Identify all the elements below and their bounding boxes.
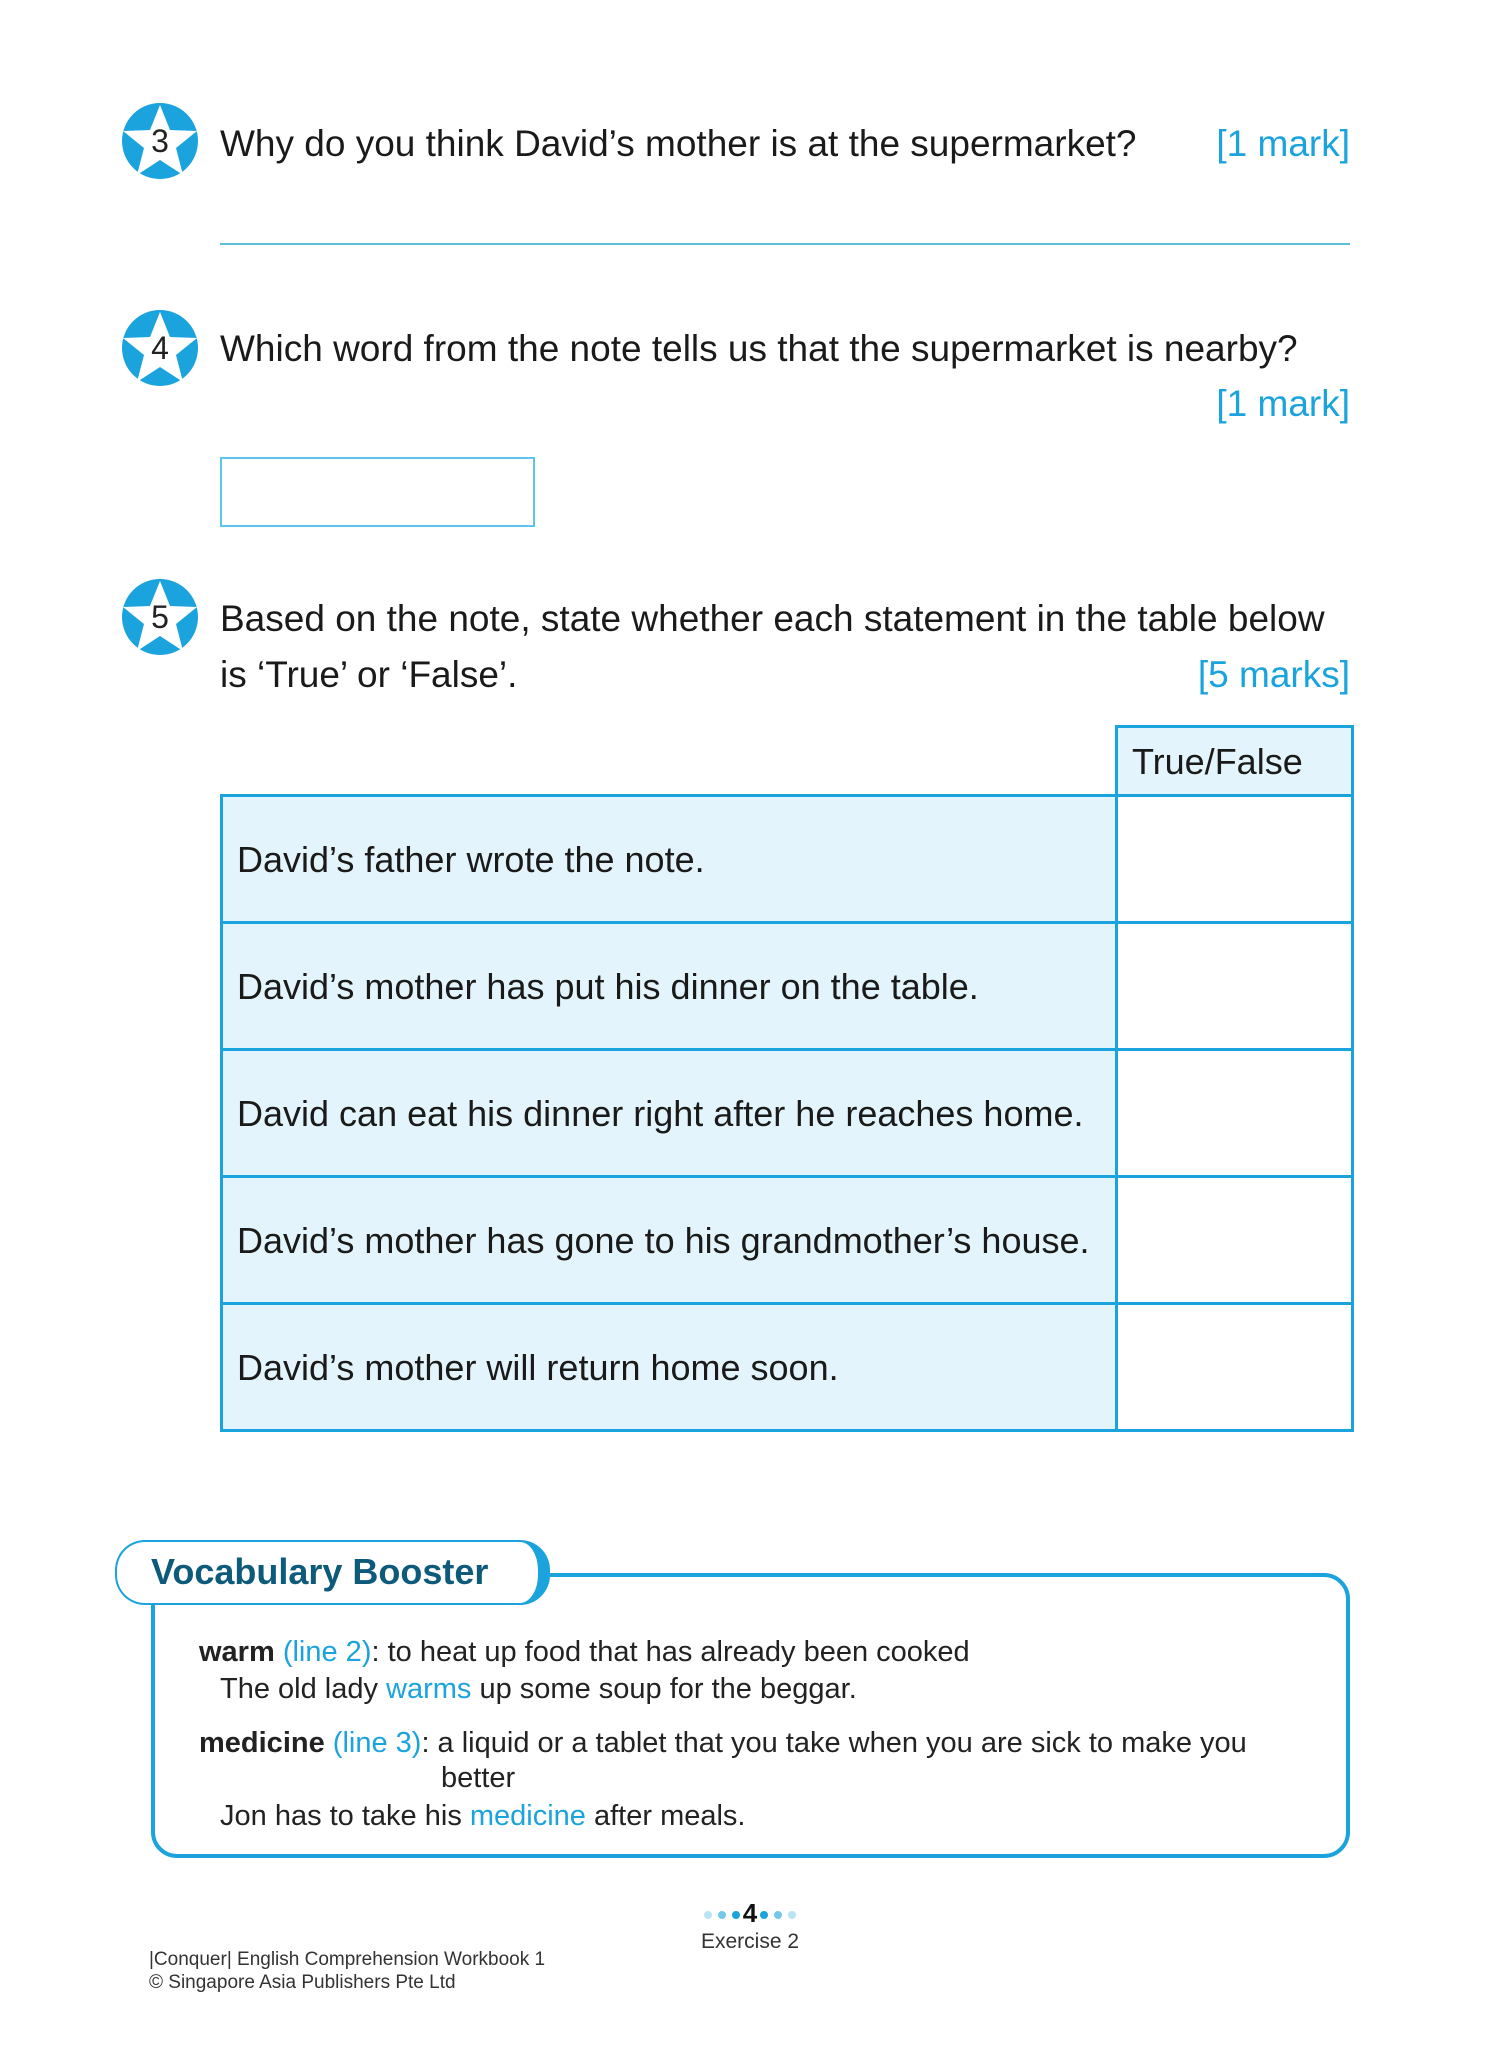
question-5-text-line1: Based on the note, state whether each statement in the table below bbox=[220, 598, 1325, 639]
vocab-entry-medicine bbox=[199, 1725, 1247, 1761]
statement: David’s mother has put his dinner on the table. bbox=[222, 923, 1117, 1050]
true-false-table bbox=[220, 725, 1354, 1432]
example-word: warms bbox=[386, 1673, 472, 1705]
dot-icon bbox=[774, 1911, 782, 1919]
example-text: Jon has to take his bbox=[220, 1800, 470, 1832]
vocab-word: warm bbox=[199, 1636, 275, 1668]
question-4-star-icon bbox=[121, 309, 199, 387]
question-3-star-icon bbox=[121, 102, 199, 180]
exercise-label: Exercise 2 bbox=[700, 1930, 800, 1953]
example-text: up some soup for the beggar. bbox=[471, 1673, 857, 1705]
copyright: © Singapore Asia Publishers Pte Ltd bbox=[149, 1972, 456, 1993]
table-row bbox=[222, 1177, 1353, 1304]
dot-icon bbox=[704, 1911, 712, 1919]
answer-cell[interactable] bbox=[1117, 923, 1353, 1050]
table-header-blank bbox=[222, 727, 1117, 796]
example-text: after meals. bbox=[585, 1800, 746, 1832]
answer-cell[interactable] bbox=[1117, 1177, 1353, 1304]
page-number-text: 4 bbox=[742, 1898, 758, 1928]
question-4-text: Which word from the note tells us that the supermarket is nearby? bbox=[220, 328, 1298, 369]
answer-cell[interactable] bbox=[1117, 1050, 1353, 1177]
question-number: 3 bbox=[151, 123, 169, 159]
table-header-true-false: True/False bbox=[1117, 727, 1353, 796]
vocab-line-ref: (line 2) bbox=[282, 1636, 372, 1668]
vocab-word: medicine bbox=[199, 1727, 325, 1759]
vocab-line-ref: (line 3) bbox=[332, 1727, 422, 1759]
statement: David can eat his dinner right after he reaches home. bbox=[222, 1050, 1117, 1177]
vocab-entry-warm bbox=[199, 1634, 970, 1670]
page-number bbox=[690, 1898, 810, 1929]
question-3-marks: [1 mark] bbox=[1216, 123, 1350, 164]
question-number: 4 bbox=[151, 330, 169, 366]
dot-icon bbox=[732, 1911, 740, 1919]
statement: David’s mother has gone to his grandmother’s house. bbox=[222, 1177, 1117, 1304]
question-4-marks: [1 mark] bbox=[1216, 383, 1350, 424]
answer-cell[interactable] bbox=[1117, 1304, 1353, 1431]
question-3-text: Why do you think David’s mother is at the supermarket? bbox=[220, 123, 1137, 164]
vocab-definition: : to heat up food that has already been cooked bbox=[371, 1636, 970, 1668]
vocabulary-title: Vocabulary Booster bbox=[115, 1540, 550, 1605]
table-row bbox=[222, 796, 1353, 923]
vocab-example bbox=[220, 1798, 746, 1834]
question-3-answer-line[interactable] bbox=[220, 243, 1350, 245]
example-word: medicine bbox=[469, 1800, 586, 1832]
dot-icon bbox=[788, 1911, 796, 1919]
answer-cell[interactable] bbox=[1117, 796, 1353, 923]
vocab-definition: : a liquid or a tablet that you take when you are sick to make you bbox=[421, 1727, 1247, 1759]
table-row bbox=[222, 1304, 1353, 1431]
example-text: The old lady bbox=[220, 1673, 387, 1705]
question-5-star-icon bbox=[121, 578, 199, 656]
question-4-answer-box[interactable] bbox=[220, 457, 535, 527]
statement: David’s mother will return home soon. bbox=[222, 1304, 1117, 1431]
vocab-example bbox=[220, 1671, 857, 1707]
book-title: |Conquer| English Comprehension Workbook 1 bbox=[149, 1949, 546, 1970]
vocab-definition-cont: better bbox=[441, 1762, 516, 1794]
dot-icon bbox=[718, 1911, 726, 1919]
question-5-marks: [5 marks] bbox=[1197, 654, 1350, 695]
question-5-text-line2: is ‘True’ or ‘False’. bbox=[220, 654, 518, 695]
dot-icon bbox=[760, 1911, 768, 1919]
table-row bbox=[222, 1050, 1353, 1177]
statement: David’s father wrote the note. bbox=[222, 796, 1117, 923]
table-row bbox=[222, 923, 1353, 1050]
question-number: 5 bbox=[151, 599, 169, 635]
